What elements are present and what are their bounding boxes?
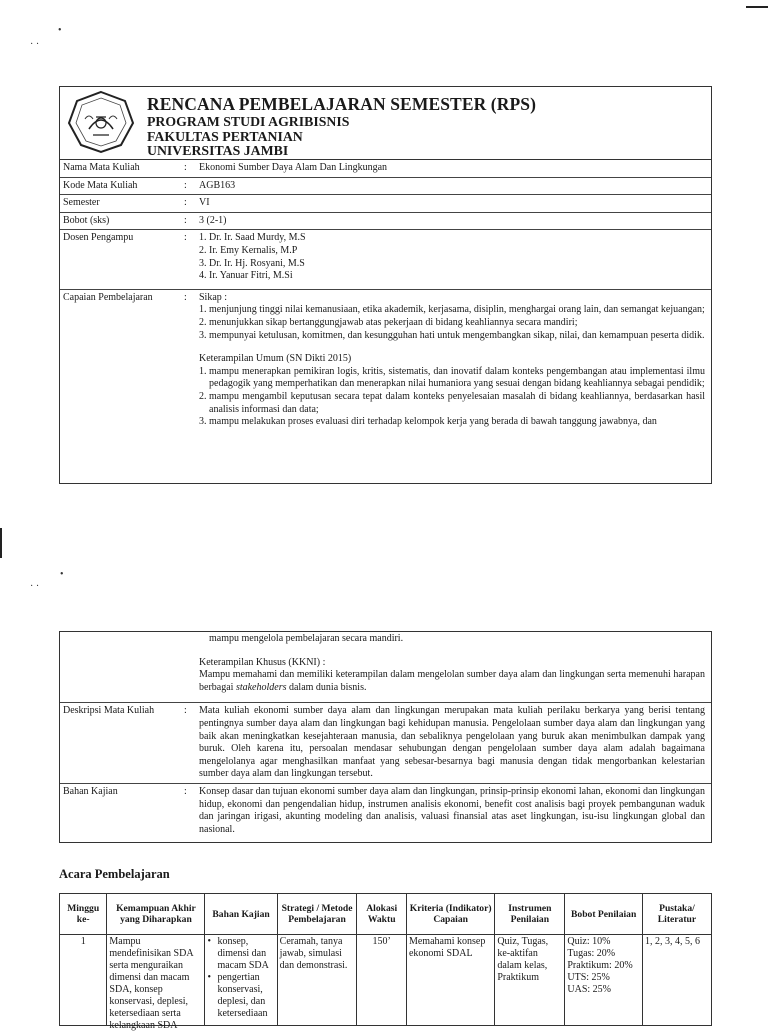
schedule-table — [59, 893, 712, 1031]
info-label: Nama Mata Kuliah — [63, 162, 140, 173]
cell-bahan — [207, 936, 274, 1024]
sikap-list — [199, 304, 705, 342]
table-row — [60, 935, 712, 1026]
info-label: Bobot (sks) — [63, 214, 110, 226]
info-row-bobot — [60, 213, 711, 231]
cell-pustaka: 1, 2, 3, 4, 5, 6 — [644, 936, 700, 947]
info-row-kode — [60, 178, 711, 196]
column-header: Bobot Penilaian — [565, 894, 643, 935]
info-label: Kode Mata Kuliah — [63, 179, 138, 191]
info-row-dosen — [60, 230, 711, 289]
program-name: PROGRAM STUDI AGRIBISNIS — [147, 114, 350, 129]
section-title: Acara Pembelajaran — [59, 867, 170, 881]
lecturer-name: 1. Dr. Ir. Saad Murdy, M.S — [199, 232, 306, 244]
list-item: 1. mampu menerapkan pemikiran logis, kritis, sistematis, dan inovatif dalam konteks pengembangan atau implementasi ilmu pedagogik yang memperhatikan dan menerapkan nilai humaniora yang sesuai dengan bidang keahliannya sebagai pendidik; — [199, 365, 705, 390]
list-item-continuation: mampu mengelola pembelajaran secara mandiri. — [209, 633, 404, 644]
info-colon: : — [184, 291, 187, 303]
cell-alokasi: 150’ — [372, 936, 391, 947]
study-materials: Konsep dasar dan tujuan ekonomi sumber daya alam dan lingkungan, prinsip-prinsip ekonomi lahan, ekonomi dan lingkungan hidup, ekonomi dan pengendalian hidup, instrumen analisis ekonomi, benefit cost analisis bagi proyek pembangunan waduk dan jaringan irigasi, akunting modeling dan analisis, valuasi finansial atas aset lingkungan, isu-isu lingkungan global dan nasional. — [199, 785, 705, 835]
info-colon: : — [184, 705, 187, 717]
info-label: Capaian Pembelajaran — [63, 291, 153, 303]
info-row-semester — [60, 195, 711, 213]
course-description: Mata kuliah ekonomi sumber daya alam dan lingkungan merupakan mata kuliah perilaku berkarya yang berisi tentang pentingnya sumber daya alam dan lingkungan bagi kehidupan manusia. Pengelolaan sumber daya alam dan lingkungan yang baik akan meningkatkan kesejahteraan manusia, dan sebaliknya pengelolaan yang buruk akan menimbulkan dampak yang buruk. Oleh karena itu, persoalan mendasar sehubungan dengan pengelolaan sumber daya alam adalah bagaimana mengelolanya agar menghasilkan manfaat yang sebesar-besarnya bagi manusia dengan tidak mengorbankan kelestarian sumber daya alam dan lingkungan tersebut. — [199, 705, 705, 780]
scan-speck: · · — [30, 581, 40, 592]
scan-speck: · · — [30, 39, 40, 50]
document-header — [60, 87, 711, 160]
sikap-title: Sikap : — [199, 291, 228, 303]
list-item: • pengertian konservasi, deplesi, dan ketersediaan — [207, 972, 274, 1020]
cell-bobot — [567, 936, 640, 1024]
lecturer-list — [199, 230, 711, 288]
scan-speck: • — [58, 25, 62, 36]
learning-outcomes — [199, 290, 711, 431]
scan-speck: • — [60, 569, 64, 580]
column-header: Minggu ke- — [60, 894, 107, 935]
keterampilan-khusus-text: Mampu memahami dan memiliki keterampilan dalam mengelolan sumber daya alam dan lingkungan serta memenuhi harapan berbagai stakeholders dalam dunia bisnis. — [199, 669, 705, 693]
cell-kemampuan: Mampu mendefinisikan SDA serta menguraikan dimensi dan macam SDA, konsep konservasi, deplesi, ketersediaan serta kelangkaan SDA — [109, 936, 194, 1031]
weight-item: UTS: 25% — [567, 972, 610, 983]
list-item: 3. mempunyai ketulusan, komitmen, dan kesungguhan hati untuk mengembangkan sikap, nilai, dan kemampuan peserta didik. — [199, 329, 705, 341]
column-header: Instrumen Penilaian — [495, 894, 565, 935]
cell-kriteria: Memahami konsep ekonomi SDAL — [408, 936, 486, 959]
capaian-continuation-row — [60, 632, 711, 703]
info-row-capaian — [60, 290, 711, 431]
info-label: Deskripsi Mata Kuliah — [63, 705, 155, 717]
info-value: 3 (2-1) — [199, 214, 227, 226]
lecturer-name: 2. Ir. Emy Kernalis, M.P — [199, 244, 298, 256]
info-row-nama — [60, 160, 711, 178]
info-row-deskripsi — [60, 703, 711, 784]
info-value: VI — [199, 197, 210, 209]
info-value: Ekonomi Sumber Daya Alam Dan Lingkungan — [199, 162, 388, 173]
weight-item: Tugas: 20% — [567, 948, 616, 959]
info-colon: : — [184, 179, 187, 191]
list-item: 3. mampu melakukan proses evaluasi diri terhadap kelompok kerja yang berada di bawah tanggung jawabnya, dan — [199, 416, 657, 428]
column-header: Kriteria (Indikator) Capaian — [406, 894, 494, 935]
column-header: Kemampuan Akhir yang Diharapkan — [107, 894, 205, 935]
column-header: Bahan Kajian — [205, 894, 277, 935]
table-header-row — [60, 894, 712, 935]
weight-item: Praktikum: 20% — [567, 960, 633, 971]
keterampilan-khusus-title: Keterampilan Khusus (KKNI) : — [199, 656, 326, 668]
info-value: AGB163 — [199, 179, 236, 191]
faculty-name: FAKULTAS PERTANIAN — [147, 129, 303, 144]
column-header: Pustaka/ Literatur — [642, 894, 711, 935]
info-colon: : — [184, 197, 187, 209]
keterampilan-umum-list — [199, 366, 705, 429]
scan-edge-mark — [746, 6, 768, 8]
info-row-bahan — [60, 784, 711, 838]
info-colon: : — [184, 214, 187, 226]
list-item: • konsep, dimensi dan macam SDA — [207, 936, 274, 972]
lecturer-name: 4. Ir. Yanuar Fitri, M.Si — [199, 270, 293, 282]
lecturer-name: 3. Dr. Ir. Hj. Rosyani, M.S — [199, 257, 305, 269]
column-header: Strategi / Metode Pembelajaran — [277, 894, 357, 935]
keterampilan-umum-title: Keterampilan Umum (SN Dikti 2015) — [199, 353, 352, 365]
cell-minggu: 1 — [80, 936, 86, 947]
rps-continuation-box — [59, 631, 712, 843]
rps-header-box — [59, 86, 712, 484]
column-header: Alokasi Waktu — [357, 894, 407, 935]
info-label: Bahan Kajian — [63, 785, 118, 797]
document-title: RENCANA PEMBELAJARAN SEMESTER (RPS) — [147, 94, 537, 114]
learning-outcomes-continued — [199, 632, 711, 702]
info-colon: : — [184, 785, 187, 797]
info-label: Semester — [63, 197, 100, 209]
list-item: 1. menjunjung tinggi nilai kemanusiaan, etika akademik, kerjasama, disiplin, menghargai orang lain, dan semangat kejuangan; — [199, 304, 705, 316]
weight-item: Quiz: 10% — [567, 936, 611, 947]
weight-item: UAS: 25% — [567, 984, 611, 995]
cell-instrumen: Quiz, Tugas, ke-aktifan dalam kelas, Praktikum — [497, 936, 549, 983]
university-seal-icon — [63, 89, 139, 155]
scan-edge-mark — [0, 528, 2, 558]
list-item: 2. mampu mengambil keputusan secara tepat dalam konteks penyelesaian masalah di bidang keahliannya, berdasarkan hasil analisis informasi dan data; — [199, 390, 705, 415]
info-colon: : — [184, 232, 187, 244]
info-colon: : — [184, 162, 187, 173]
info-label: Dosen Pengampu — [63, 232, 134, 244]
cell-strategi: Ceramah, tanya jawab, simulasi dan demonstrasi. — [279, 936, 348, 971]
university-name: UNIVERSITAS JAMBI — [147, 143, 289, 158]
list-item: 2. menunjukkan sikap bertanggungjawab atas pekerjaan di bidang keahliannya secara mandiri; — [199, 316, 578, 328]
